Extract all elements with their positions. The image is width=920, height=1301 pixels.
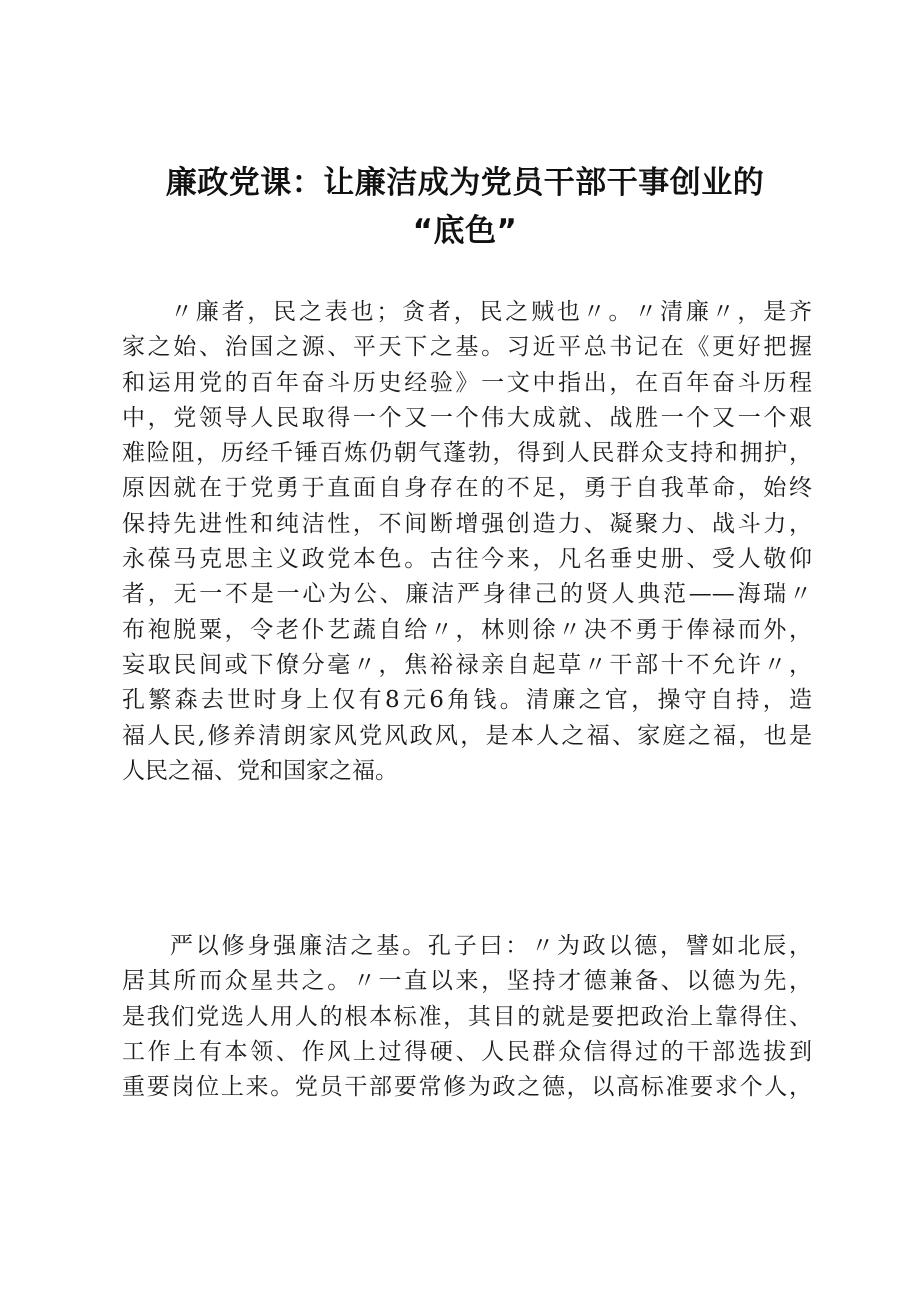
document-title-line-1: 廉政党课：让廉洁成为党员干部干事创业的 xyxy=(165,165,765,201)
paragraph-line: 中，党领导人民取得一个又一个伟大成就、战胜一个又一个艰 xyxy=(122,404,812,431)
paragraph-line: 〃廉者，民之表也；贪者，民之贼也〃。〃清廉〃，是齐 xyxy=(170,299,812,325)
paragraph-line: 是我们党选人用人的根本标准，其目的就是要把政治上靠得住、 xyxy=(122,1003,812,1030)
paragraph-line: 妄取民间或下僚分毫〃，焦裕禄亲自起草〃干部十不允许〃， xyxy=(122,651,812,678)
paragraph-line: 工作上有本领、作风上过得硬、人民群众信得过的干部选拔到 xyxy=(122,1038,812,1065)
paragraph-line: 居其所而众星共之。〃一直以来，坚持才德兼备、以德为先， xyxy=(122,968,812,995)
paragraph-line: 难险阻，历经千锤百炼仍朝气蓬勃，得到人民群众支持和拥护， xyxy=(122,440,812,467)
paragraph-line: 者，无一不是一心为公、廉洁严身律己的贤人典范——海瑞〃 xyxy=(122,581,812,608)
paragraph-line: 人民之福、党和国家之福。 xyxy=(122,757,398,784)
paragraph-line: 永葆马克思主义政党本色。古往今来，凡名垂史册、受人敬仰 xyxy=(122,546,812,573)
paragraph-line: 保持先进性和纯洁性，不间断增强创造力、凝聚力、战斗力， xyxy=(122,510,812,537)
paragraph-2 xyxy=(122,929,812,1105)
paragraph-line: 家之始、治国之源、平天下之基。习近平总书记在《更好把握 xyxy=(122,334,812,361)
paragraph-line: 福人民,修养清朗家风党风政风，是本人之福、家庭之福，也是 xyxy=(122,722,812,749)
paragraph-line: 严以修身强廉洁之基。孔子曰：〃为政以德，譬如北辰， xyxy=(170,933,812,959)
document-title-line-2: “底色” xyxy=(412,213,518,249)
paragraph-line: 原因就在于党勇于直面自身存在的不足，勇于自我革命，始终 xyxy=(122,475,812,502)
paragraph-1 xyxy=(122,295,812,789)
paragraph-line: 孔繁森去世时身上仅有8元6角钱。清廉之官，操守自持，造 xyxy=(122,687,812,714)
paragraph-line: 布袍脱粟，令老仆艺蔬自给〃，林则徐〃决不勇于俸禄而外， xyxy=(122,616,812,643)
paragraph-line: 重要岗位上来。党员干部要常修为政之德，以高标准要求个人， xyxy=(122,1074,812,1101)
paragraph-line: 和运用党的百年奋斗历史经验》一文中指出，在百年奋斗历程 xyxy=(122,369,812,396)
